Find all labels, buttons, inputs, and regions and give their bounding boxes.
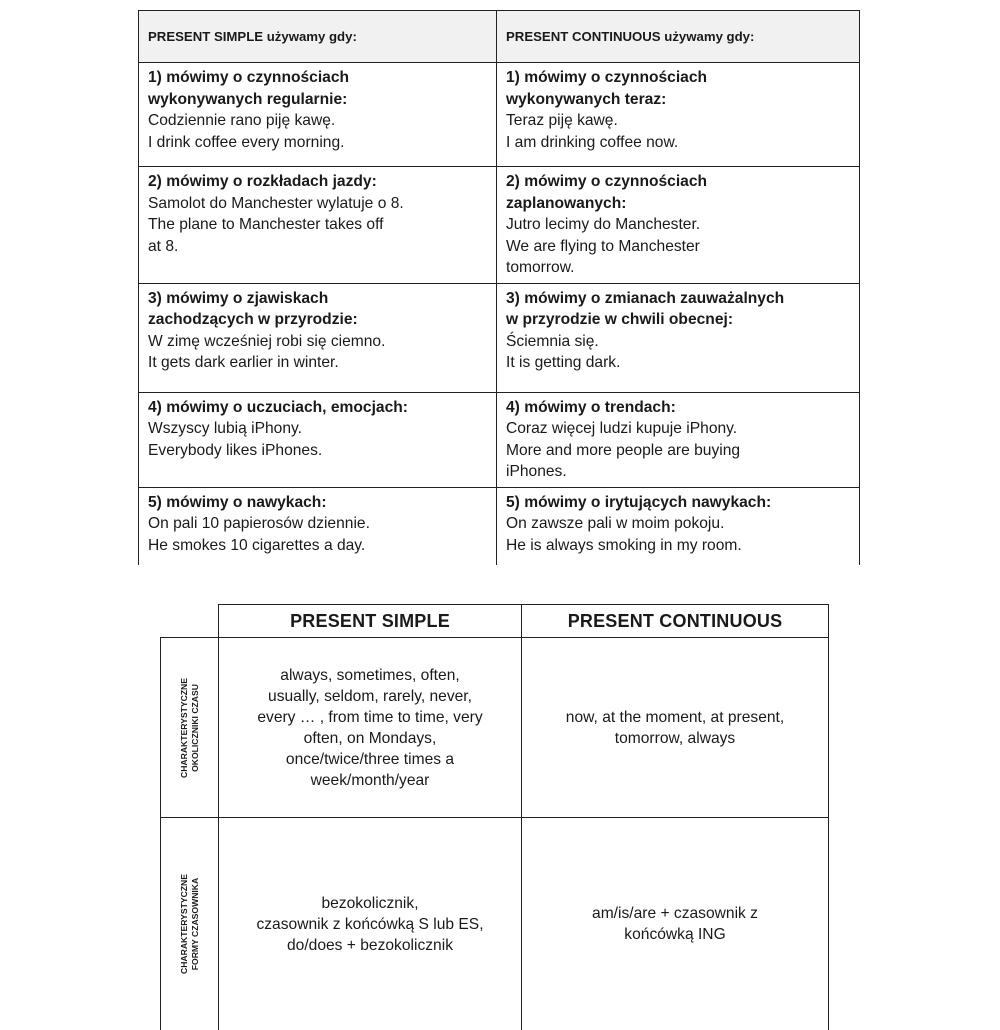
usage-heading: 5) mówimy o nawykach: [148, 492, 487, 514]
example-english: I am drinking coffee now. [506, 132, 850, 154]
usage-continuous-cell [497, 283, 860, 392]
usage-heading: 1) mówimy o czynnościach [506, 67, 850, 89]
example-polish: Jutro lecimy do Manchester. [506, 214, 850, 236]
usage-row-1 [139, 63, 860, 167]
example-english: It is getting dark. [506, 352, 850, 374]
usage-simple-cell [139, 392, 497, 487]
text-line: do/does + bezokolicznik [230, 935, 510, 956]
usage-row-5 [139, 487, 860, 565]
example-english: The plane to Manchester takes off [148, 214, 487, 236]
usage-table-header-row [139, 11, 860, 63]
example-polish: W zimę wcześniej robi się ciemno. [148, 331, 487, 353]
simple-verb-forms [219, 818, 522, 1030]
example-english: He smokes 10 cigarettes a day. [148, 535, 487, 557]
usage-simple-cell [139, 283, 497, 392]
example-english: It gets dark earlier in winter. [148, 352, 487, 374]
side-label-line: OKOLICZNIKI CZASU [190, 678, 201, 778]
side-label-cell [161, 818, 219, 1030]
text-line: końcówką ING [533, 924, 817, 945]
verb-forms-row [161, 818, 829, 1030]
side-label [179, 874, 201, 974]
usage-heading: 1) mówimy o czynnościach [148, 67, 487, 89]
simple-time-expressions [219, 638, 522, 818]
example-polish: Wszyscy lubią iPhony. [148, 418, 487, 440]
example-english: We are flying to Manchester [506, 236, 850, 258]
header-present-simple: PRESENT SIMPLE [219, 605, 522, 638]
example-english: More and more people are buying [506, 440, 850, 462]
example-english: at 8. [148, 236, 487, 258]
markers-table-header-row [161, 605, 829, 638]
usage-heading: 3) mówimy o zmianach zauważalnych [506, 288, 850, 310]
text-line: often, on Mondays, [230, 728, 510, 749]
text-line: bezokolicznik, [230, 893, 510, 914]
usage-row-4 [139, 392, 860, 487]
example-english: tomorrow. [506, 257, 850, 279]
header-present-continuous: PRESENT CONTINUOUS [522, 605, 829, 638]
usage-heading: 4) mówimy o uczuciach, emocjach: [148, 397, 487, 419]
corner-cell [161, 605, 219, 638]
usage-heading: wykonywanych regularnie: [148, 89, 487, 111]
usage-heading: 2) mówimy o rozkładach jazdy: [148, 171, 487, 193]
text-line: am/is/are + czasownik z [533, 903, 817, 924]
text-line: usually, seldom, rarely, never, [230, 686, 510, 707]
usage-heading: 3) mówimy o zjawiskach [148, 288, 487, 310]
usage-heading: w przyrodzie w chwili obecnej: [506, 309, 850, 331]
text-line: tomorrow, always [533, 728, 817, 749]
example-polish: Samolot do Manchester wylatuje o 8. [148, 193, 487, 215]
usage-continuous-cell [497, 392, 860, 487]
header-present-continuous: PRESENT CONTINUOUS używamy gdy: [497, 11, 860, 63]
side-label-line: CHARAKTERYSTYCZNE [179, 874, 190, 974]
side-label [179, 678, 201, 778]
header-present-simple: PRESENT SIMPLE używamy gdy: [139, 11, 497, 63]
usage-simple-cell [139, 63, 497, 167]
example-polish: Ściemnia się. [506, 331, 850, 353]
continuous-verb-forms [522, 818, 829, 1030]
side-label-line: FORMY CZASOWNIKA [190, 874, 201, 974]
continuous-time-expressions [522, 638, 829, 818]
example-english: He is always smoking in my room. [506, 535, 850, 557]
usage-heading: wykonywanych teraz: [506, 89, 850, 111]
example-polish: Codziennie rano piję kawę. [148, 110, 487, 132]
text-line: always, sometimes, often, [230, 665, 510, 686]
text-line: once/twice/three times a [230, 749, 510, 770]
text-line: now, at the moment, at present, [533, 707, 817, 728]
example-polish: On pali 10 papierosów dziennie. [148, 513, 487, 535]
usage-continuous-cell [497, 63, 860, 167]
example-english: iPhones. [506, 461, 850, 483]
text-line: week/month/year [230, 770, 510, 791]
markers-table [160, 604, 829, 1030]
usage-heading: zaplanowanych: [506, 193, 850, 215]
example-polish: On zawsze pali w moim pokoju. [506, 513, 850, 535]
usage-continuous-cell [497, 487, 860, 565]
side-label-line: CHARAKTERYSTYCZNE [179, 678, 190, 778]
usage-table [138, 10, 860, 565]
usage-simple-cell [139, 167, 497, 284]
usage-heading: 5) mówimy o irytujących nawykach: [506, 492, 850, 514]
example-english: I drink coffee every morning. [148, 132, 487, 154]
example-polish: Coraz więcej ludzi kupuje iPhony. [506, 418, 850, 440]
usage-continuous-cell [497, 167, 860, 284]
example-english: Everybody likes iPhones. [148, 440, 487, 462]
text-line: every … , from time to time, very [230, 707, 510, 728]
side-label-cell [161, 638, 219, 818]
usage-heading: 4) mówimy o trendach: [506, 397, 850, 419]
usage-simple-cell [139, 487, 497, 565]
usage-heading: zachodzących w przyrodzie: [148, 309, 487, 331]
time-expressions-row [161, 638, 829, 818]
text-line: czasownik z końcówką S lub ES, [230, 914, 510, 935]
example-polish: Teraz piję kawę. [506, 110, 850, 132]
usage-row-3 [139, 283, 860, 392]
usage-row-2 [139, 167, 860, 284]
usage-heading: 2) mówimy o czynnościach [506, 171, 850, 193]
